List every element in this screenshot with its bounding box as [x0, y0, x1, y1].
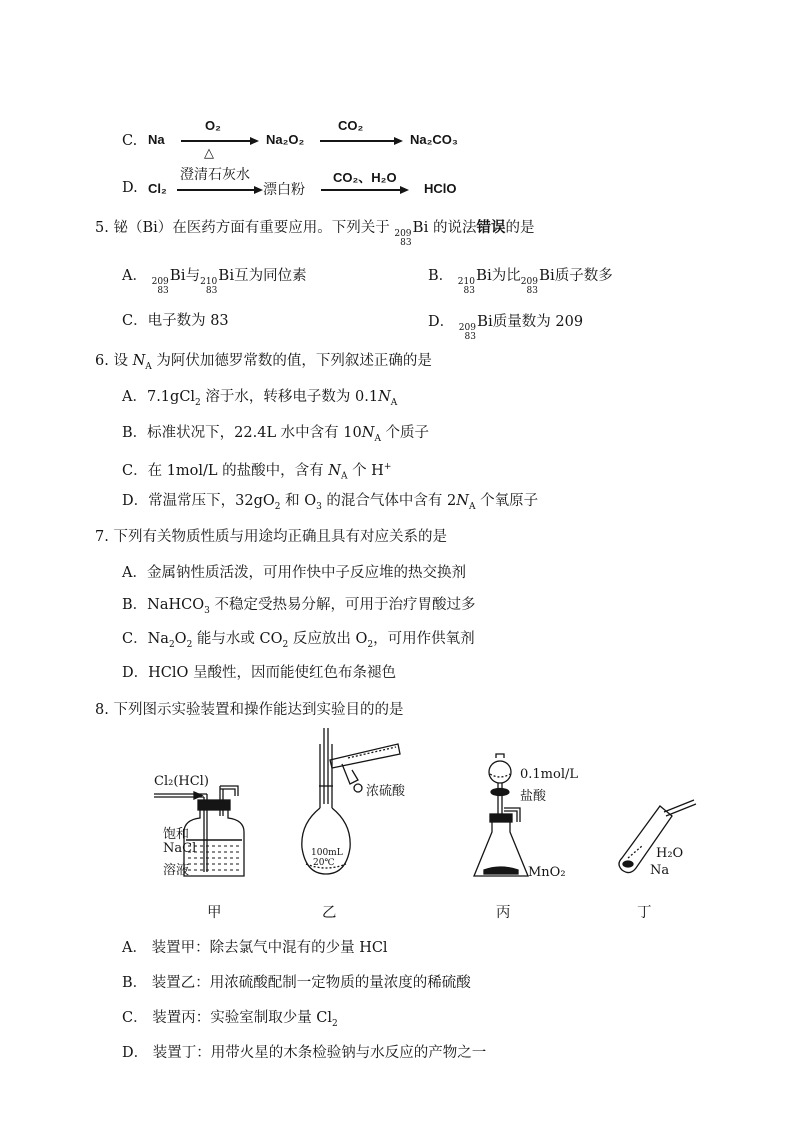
- subscript: 3: [316, 501, 322, 512]
- concentration-label: 0.1mol/L: [520, 767, 578, 782]
- element-symbol: Bi: [218, 266, 235, 284]
- tube-clamp: [342, 764, 358, 784]
- stem-text: 6. 设: [95, 353, 133, 369]
- acid-label: 盐酸: [520, 789, 547, 804]
- nuclide-notation: [394, 230, 411, 248]
- reagent-label: O₂: [205, 118, 221, 133]
- option-text: 质量数为 209: [492, 314, 584, 330]
- option-text: 能与水或 CO: [192, 631, 283, 647]
- option-text: O: [174, 631, 187, 647]
- subscript: A: [145, 361, 152, 372]
- glass-rod: [324, 728, 328, 804]
- solution-label-line2: NaCl: [163, 841, 197, 856]
- intermediate: Na₂O₂: [266, 132, 305, 147]
- element-symbol: Bi: [538, 266, 555, 284]
- option-text: 与: [185, 268, 201, 284]
- option-text: 的混合气体中含有 2: [321, 493, 457, 509]
- reagent-label: CO₂、H₂O: [333, 170, 397, 185]
- stem-text: 5. 铋（Bi）在医药方面有重要应用。下列关于: [95, 220, 390, 236]
- bottle-stopper: [198, 800, 230, 810]
- option-text: 不稳定受热易分解，可用于治疗胃酸过多: [209, 597, 476, 613]
- subscript: 2: [332, 1018, 338, 1029]
- option-text: 溶于水，转移电子数为 0.1: [200, 389, 379, 405]
- option-text: 互为同位素: [234, 268, 307, 284]
- atomic-number: 83: [526, 286, 538, 296]
- apparatus-caption: 甲: [207, 905, 222, 921]
- stopcock-icon: [491, 789, 509, 796]
- arrow-head-icon: [400, 186, 409, 194]
- question-8-stem: 8. 下列图示实验装置和操作能达到实验目的的是: [95, 702, 404, 718]
- question-8-option-c: [122, 1008, 338, 1034]
- subscript: A: [390, 397, 398, 408]
- atomic-number: 83: [205, 286, 218, 296]
- nuclide-notation: [521, 278, 538, 296]
- atomic-number: 83: [463, 286, 475, 296]
- option-text: C． 装置丙：实验室制取少量 Cl: [122, 1010, 333, 1026]
- option-text: ，可用作供氧剂: [373, 631, 475, 647]
- gas-label: Cl₂(HCl): [154, 774, 209, 789]
- heat-condition: △: [204, 146, 214, 161]
- subscript: 2: [168, 639, 175, 650]
- stem-text: 的说法: [432, 220, 477, 236]
- nuclide-notation: [459, 324, 476, 342]
- option-text: 和 O: [280, 493, 317, 509]
- solid-label: MnO₂: [528, 865, 566, 880]
- flask-temp-label: 20℃: [313, 858, 335, 868]
- flask-neck: [320, 744, 332, 808]
- mno2-solid: [484, 867, 518, 874]
- subscript: 2: [195, 397, 201, 408]
- option-label: D.: [122, 180, 138, 196]
- element-symbol: Bi: [476, 312, 493, 330]
- element-symbol: Bi: [475, 266, 492, 284]
- mass-number: 209: [394, 229, 412, 239]
- option-text: C．在 1mol/L 的盐酸中，含有: [122, 462, 329, 479]
- apparatus-caption: 丙: [496, 905, 511, 921]
- option-text: A．7.1gCl: [122, 389, 196, 405]
- question-5-option-a: [122, 265, 307, 296]
- intermediate: 漂白粉: [263, 182, 305, 198]
- subscript: 2: [367, 639, 374, 650]
- nuclide-notation: [152, 278, 169, 296]
- question-8-option-b: B． 装置乙：用浓硫酸配制一定物质的量浓度的稀硫酸: [122, 975, 471, 991]
- water-label: H₂O: [656, 846, 684, 861]
- product: HClO: [424, 181, 457, 196]
- mass-number: 209: [520, 277, 538, 287]
- question-5-option-b: [428, 265, 613, 296]
- question-5-stem: [95, 217, 534, 248]
- option-text: 个氧原子: [475, 493, 539, 509]
- question-8-option-a: A． 装置甲：除去氯气中混有的少量 HCl: [122, 940, 388, 956]
- nuclide-notation: [458, 278, 475, 296]
- subscript: 3: [204, 605, 210, 616]
- option-label: A．: [122, 268, 147, 284]
- clamp-knob-icon: [354, 784, 362, 792]
- question-6-option-a: [122, 387, 397, 413]
- superscript: +: [383, 462, 392, 472]
- question-8-option-d: D． 装置丁：用带火星的木条检验钠与水反应的产物之一: [122, 1045, 487, 1061]
- apparatus-caption: 乙: [322, 905, 337, 921]
- question-6-option-c: [122, 457, 391, 487]
- subscript: A: [468, 501, 476, 512]
- flask-volume-label: 100mL: [311, 848, 343, 858]
- question-6-option-d: [122, 491, 538, 517]
- flow-arrow-icon: [194, 792, 202, 799]
- reagent-label: 澄清石灰水: [180, 167, 250, 183]
- reaction-arrow: [321, 189, 401, 191]
- acid-tube: [330, 744, 400, 768]
- option-text: 质子数多: [554, 268, 613, 284]
- mass-number: 209: [151, 277, 169, 287]
- arrow-head-icon: [254, 186, 263, 194]
- reaction-arrow: [177, 189, 255, 191]
- element-symbol: Bi: [412, 218, 429, 236]
- question-5-option-d: [428, 311, 583, 342]
- flask-stopper: [490, 814, 512, 822]
- solution-label-line3: 溶液: [163, 863, 190, 878]
- atomic-number: 83: [464, 332, 476, 342]
- arrow-head-icon: [394, 137, 403, 145]
- element-symbol: Bi: [169, 266, 186, 284]
- stem-text: 为阿伏加德罗常数的值，下列叙述正确的是: [151, 353, 432, 369]
- option-text: D．常温常压下，32gO: [122, 493, 275, 509]
- option-label: B．: [428, 268, 454, 284]
- product: Na₂CO₃: [410, 132, 458, 147]
- option-text: C．Na: [122, 631, 169, 647]
- reaction-arrow: [320, 140, 395, 142]
- funnel-bulb: [489, 761, 511, 783]
- mass-number: 209: [458, 323, 476, 333]
- avogadro-symbol: N: [328, 462, 341, 479]
- stem-text: 的是: [505, 220, 535, 236]
- option-label: D．: [428, 314, 455, 330]
- avogadro-symbol: N: [378, 389, 391, 405]
- funnel-stem: [498, 783, 502, 814]
- option-text: B．标准状况下，22.4L 水中含有 10: [122, 425, 362, 441]
- option-text: B．NaHCO: [122, 597, 205, 613]
- nuclide-notation: [200, 278, 217, 296]
- question-7-option-d: D．HClO 呈酸性，因而能使红色布条褪色: [122, 665, 396, 681]
- question-7-option-c: [122, 629, 475, 655]
- atomic-number: 83: [400, 238, 412, 248]
- subscript: 2: [186, 639, 193, 650]
- question-6-stem: [95, 351, 432, 377]
- emphasis-text: 错误: [476, 219, 506, 236]
- sodium-piece-icon: [623, 861, 633, 867]
- funnel-liquid: [490, 774, 510, 777]
- avogadro-symbol: N: [132, 353, 146, 369]
- solution-label-line1: 饱和: [163, 827, 190, 842]
- funnel-stopper: [496, 754, 504, 758]
- option-text: 个 H: [347, 462, 384, 479]
- mass-number: 210: [200, 277, 218, 287]
- acid-label: 浓硫酸: [366, 784, 406, 799]
- reactant: Na: [148, 132, 165, 147]
- avogadro-symbol: N: [361, 425, 375, 441]
- option-text: 为比: [491, 268, 521, 284]
- question-7-stem: 7. 下列有关物质性质与用途均正确且具有对应关系的是: [95, 529, 447, 545]
- question-7-option-b: [122, 595, 475, 621]
- reagent-label: CO₂: [338, 118, 364, 133]
- question-7-option-a: A．金属钠性质活泼，可用作快中子反应堆的热交换剂: [122, 565, 466, 581]
- avogadro-symbol: N: [456, 493, 469, 509]
- reaction-arrow: [181, 140, 251, 142]
- subscript: A: [374, 433, 381, 444]
- option-label: C.: [122, 133, 138, 149]
- atomic-number: 83: [157, 286, 169, 296]
- apparatus-caption: 丁: [637, 905, 652, 921]
- option-text: 个质子: [380, 425, 430, 441]
- subscript: 2: [274, 501, 281, 512]
- mass-number: 210: [457, 277, 475, 287]
- question-5-option-c: C．电子数为 83: [122, 313, 229, 329]
- subscript: 2: [282, 639, 289, 650]
- option-text: 反应放出 O: [288, 631, 368, 647]
- arrow-head-icon: [250, 137, 259, 145]
- reactant: Cl₂: [148, 181, 167, 196]
- subscript: A: [340, 471, 348, 482]
- metal-label: Na: [650, 863, 670, 878]
- question-6-option-b: [122, 423, 429, 449]
